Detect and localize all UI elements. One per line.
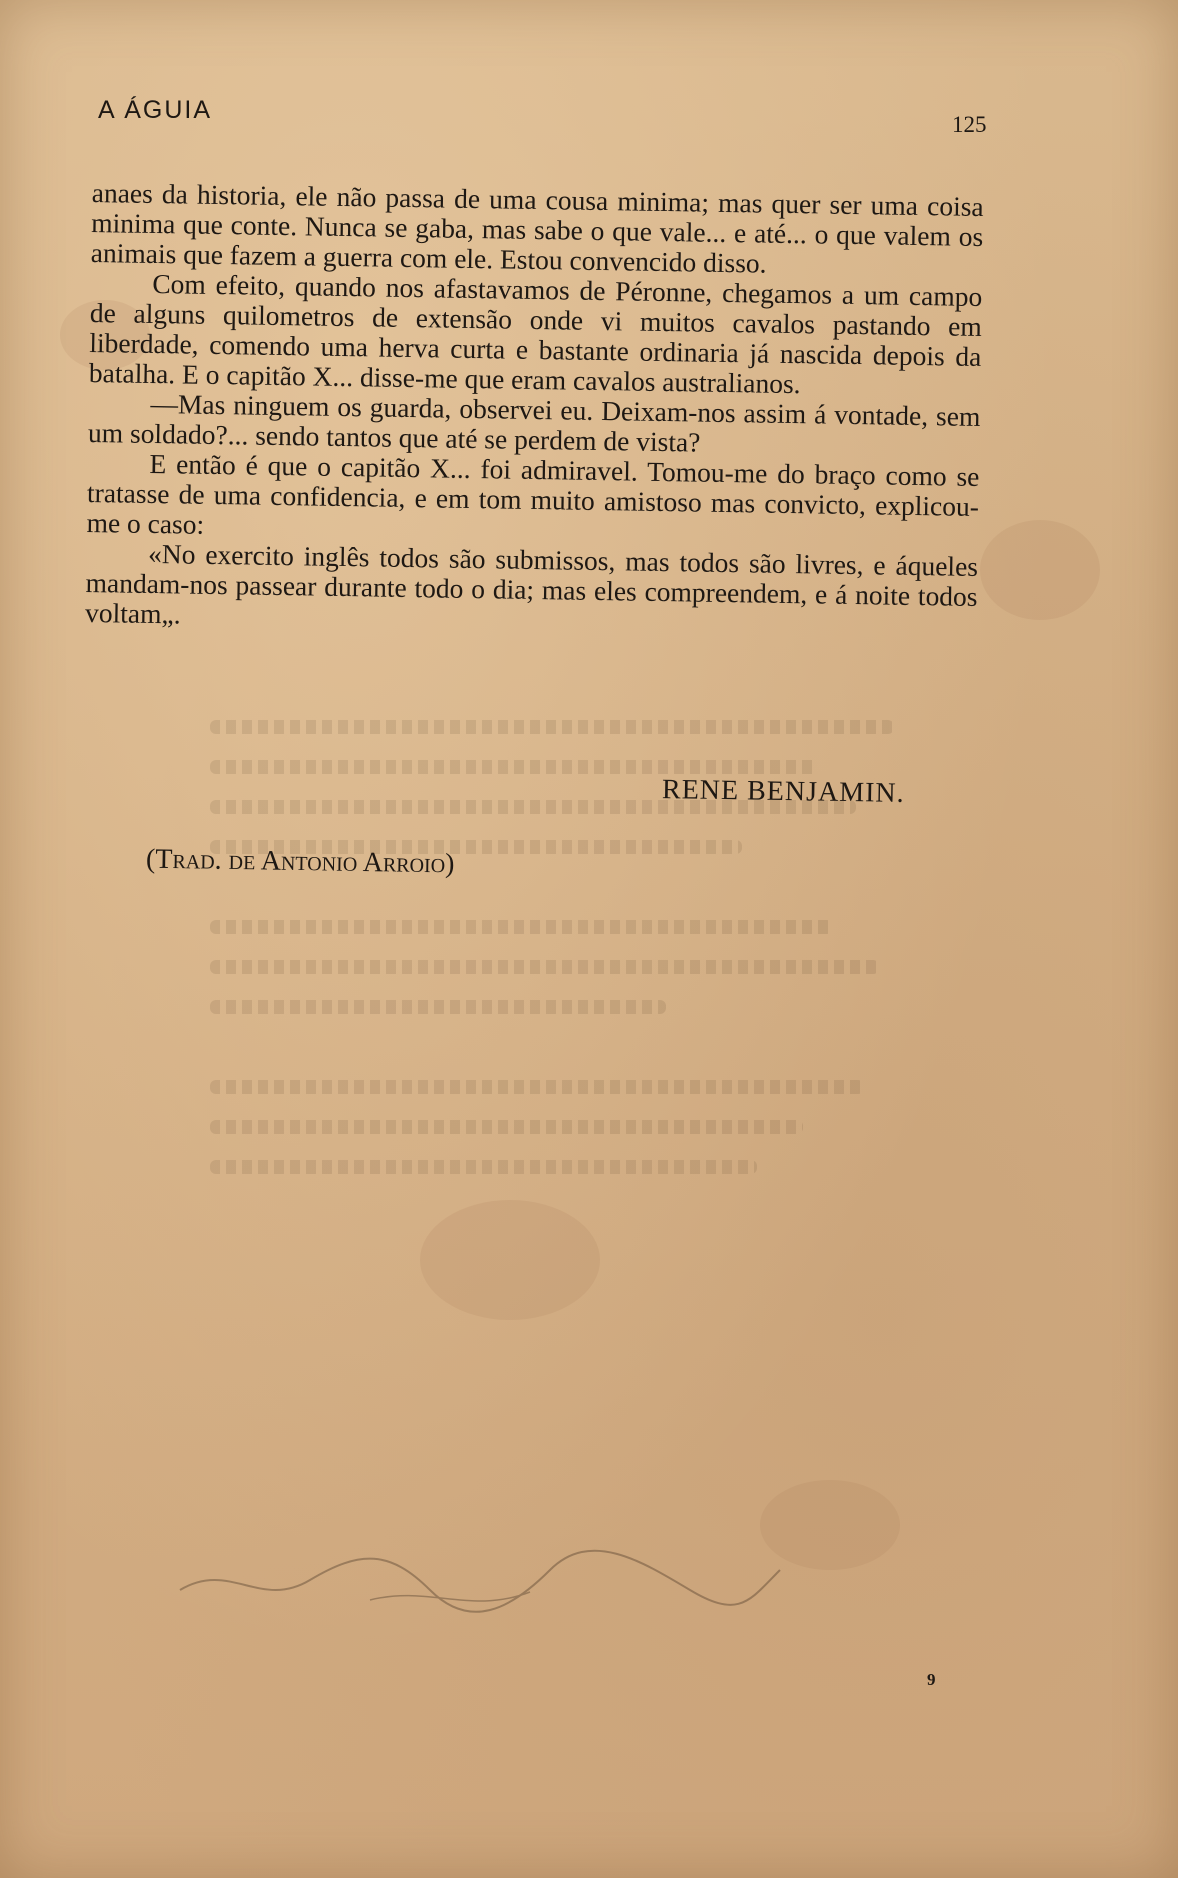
paragraph: «No exercito inglês todos são submissos, mas todos são livres, e áqueles mandam-nos passear durante todo o dia; mas eles compreendem, e á noite todos voltam„. <box>84 537 979 630</box>
handwritten-signature-show-through <box>170 1530 790 1620</box>
paper-stain <box>420 1200 600 1320</box>
paragraph: anaes da historia, ele não passa de uma cousa minima; mas quer ser uma coisa minima que conte. Nunca se gaba, mas sabe o que vale... e até... o que valem os animais que fazem a guerra com ele. Estou convencido disso. <box>90 177 984 279</box>
running-title: A ÁGUIA <box>98 96 213 124</box>
author-name: RENE BENJAMIN. <box>661 774 905 809</box>
article-body <box>85 178 984 642</box>
paragraph: E então é que o capitão X... foi admiravel. Tomou-me do braço como se tratasse de uma confidencia, e em tom muito amistoso mas convicto, explicou-me o caso: <box>86 447 980 540</box>
signature-mark: 9 <box>927 1670 936 1689</box>
page-number: 125 <box>952 112 987 137</box>
paragraph: —Mas ninguem os guarda, observei eu. Deixam-nos assim á vontade, sem um soldado?... sendo tantos que até se perdem de vista? <box>87 387 981 458</box>
paragraph: Com efeito, quando nos afastavamos de Péronne, chegamos a um campo de alguns quilometros de extensão onde vi muitos cavalos pastando em liberdade, comendo uma herva curta e bastante ordinaria já nascida depois da batalha. E o capitão X... disse-me que eram cavalos australianos. <box>88 267 983 400</box>
translator-credit: (Trad. de Antonio Arroio) <box>145 843 455 880</box>
paper-stain <box>980 520 1100 620</box>
show-through-text <box>210 720 970 1420</box>
